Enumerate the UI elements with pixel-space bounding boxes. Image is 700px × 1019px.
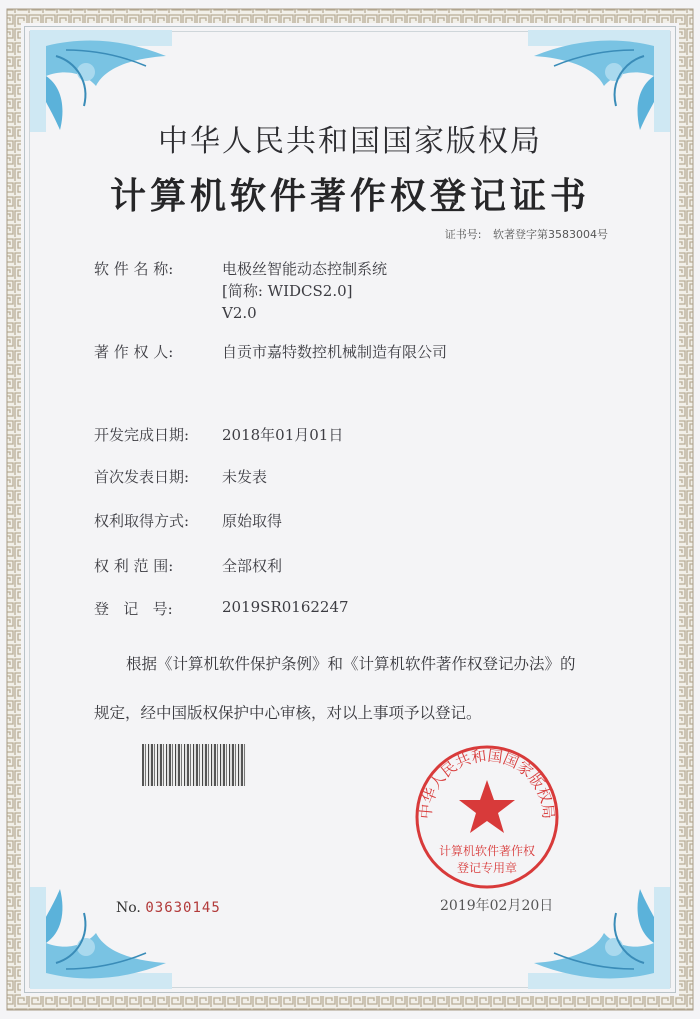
serial-number <box>116 900 221 916</box>
software-name-label: 软 件 名 称: <box>94 260 174 278</box>
statement-line-1: 根据《计算机软件保护条例》和《计算机软件著作权登记办法》的 <box>126 655 576 673</box>
registration-statement <box>94 640 634 738</box>
completion-date-field <box>94 424 344 445</box>
certificate-number <box>445 226 608 242</box>
serial-number-label: No. <box>116 900 141 916</box>
seal-star-icon <box>459 780 515 833</box>
rights-acquisition-field <box>94 510 283 531</box>
first-publication-label: 首次发表日期: <box>94 468 190 486</box>
software-name-value: 电极丝智能动态控制系统 <box>222 260 388 278</box>
first-publication-field <box>94 466 268 487</box>
barcode <box>142 744 246 786</box>
rights-scope-label: 权 利 范 围: <box>94 557 174 575</box>
seal-line-2: 登记专用章 <box>456 861 518 875</box>
certificate-title: 计算机软件著作权登记证书 <box>109 175 590 217</box>
rights-acquisition-value: 原始取得 <box>222 512 283 530</box>
rights-scope-field <box>94 555 283 576</box>
completion-date-label: 开发完成日期: <box>94 426 190 444</box>
copyright-owner-field <box>94 341 448 362</box>
issuing-authority: 中华人民共和国国家版权局 <box>158 124 542 159</box>
registration-number-label: 登 记 号: <box>94 600 173 618</box>
seal-line-1: 计算机软件著作权 <box>438 844 536 858</box>
completion-date-value: 2018年01月01日 <box>222 426 344 444</box>
software-version: V2.0 <box>222 304 257 322</box>
statement-line-2: 规定，经中国版权保护中心审核，对以上事项予以登记。 <box>94 704 482 722</box>
software-short-name: [简称: WIDCS2.0] <box>222 282 353 300</box>
first-publication-value: 未发表 <box>222 468 268 486</box>
certificate-number-value: 软著登字第3583004号 <box>493 228 608 241</box>
official-seal <box>412 742 562 892</box>
registration-number-field <box>94 598 349 619</box>
rights-scope-value: 全部权利 <box>222 557 283 575</box>
copyright-owner-value: 自贡市嘉特数控机械制造有限公司 <box>222 343 448 361</box>
registration-number-value: 2019SR0162247 <box>222 598 349 616</box>
serial-number-value: 03630145 <box>145 900 221 916</box>
software-name-field <box>94 258 388 322</box>
certificate-number-label: 证书号: <box>444 228 482 241</box>
issue-date: 2019年02月20日 <box>440 898 554 914</box>
copyright-owner-label: 著 作 权 人: <box>94 343 174 361</box>
seal-ring-text: 中华人民共和国国家版权局 <box>416 746 558 820</box>
rights-acquisition-label: 权利取得方式: <box>94 512 190 530</box>
